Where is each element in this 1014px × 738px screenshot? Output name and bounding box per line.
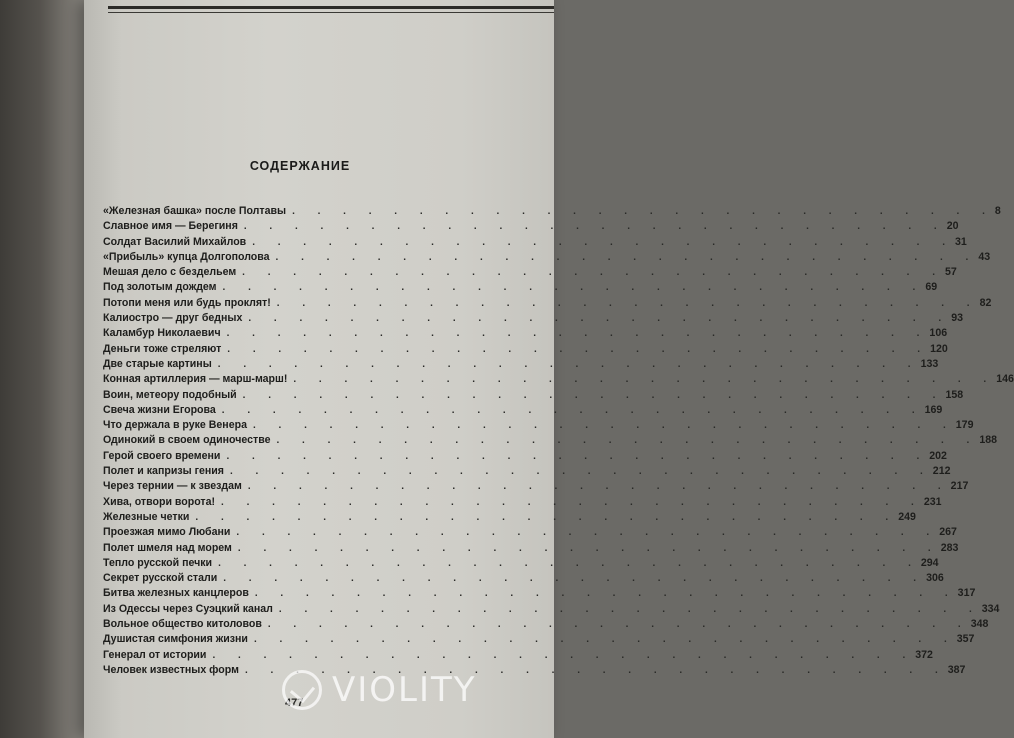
toc-leader-dots: . . . . . . . . . . . . . . . . . . . . . . . . . . . . bbox=[276, 297, 980, 309]
toc-leader-dots: . . . . . . . . . . . . . . . . . . . . . . . . . . . . bbox=[243, 221, 947, 233]
toc-entry bbox=[103, 266, 957, 281]
toc-entry-title: Каламбур Николаевич bbox=[103, 327, 221, 340]
toc-leader-dots: . . . . . . . . . . . . . . . . . . . . . . . . . . . . bbox=[275, 251, 979, 263]
toc-entry-page: 231 bbox=[923, 495, 942, 508]
toc-leader-dots: . . . . . . . . . . . . . . . . . . . . . . . . . . . . bbox=[253, 634, 957, 646]
toc-entry-title: Битва железных канцлеров bbox=[103, 587, 249, 600]
toc-leader-dots: . . . . . . . . . . . . . . . . . . . . . . . . . . . . bbox=[217, 358, 921, 370]
toc-entry bbox=[103, 235, 967, 251]
toc-leader-dots: . . . . . . . . . . . . . . . . . . . . . . . . . . . . bbox=[218, 557, 921, 569]
toc-entry-page: 188 bbox=[979, 434, 997, 447]
toc-entry bbox=[103, 419, 974, 434]
toc-entry-page: 357 bbox=[956, 633, 975, 646]
table-of-contents bbox=[103, 205, 1014, 679]
toc-leader-dots: . . . . . . . . . . . . . . . . . . . . . . . . . . . . bbox=[248, 313, 952, 325]
toc-entry bbox=[103, 281, 938, 296]
toc-entry-page: 158 bbox=[945, 388, 964, 401]
toc-entry bbox=[103, 618, 989, 633]
toc-entry bbox=[103, 312, 963, 327]
toc-entry-title: Две старые картины bbox=[103, 357, 212, 370]
toc-entry-page: 69 bbox=[925, 281, 938, 294]
toc-entry bbox=[103, 587, 976, 602]
toc-entry-page: 334 bbox=[981, 602, 1000, 615]
toc-entry bbox=[103, 480, 969, 495]
toc-leader-dots: . . . . . . . . . . . . . . . . . . . . . . . . . . . . bbox=[242, 267, 945, 279]
toc-leader-dots: . . . . . . . . . . . . . . . . . . . . . . . . . . . . bbox=[222, 282, 926, 294]
toc-entry-title: Из Одессы через Суэцкий канал bbox=[103, 602, 273, 615]
toc-leader-dots: . . . . . . . . . . . . . . . . . . . . . . . . . . . . bbox=[292, 206, 995, 217]
toc-leader-dots: . . . . . . . . . . . . . . . . . . . . . . . . . . . . bbox=[293, 374, 997, 386]
toc-entry-title: Через тернии — к звездам bbox=[103, 480, 242, 493]
toc-leader-dots: . . . . . . . . . . . . . . . . . . . . . . . . . . . . bbox=[236, 527, 940, 539]
toc-entry-title: Что держала в руке Венера bbox=[103, 419, 247, 432]
toc-leader-dots: . . . . . . . . . . . . . . . . . . . . . . . . . . . . bbox=[237, 542, 941, 554]
toc-leader-dots: . . . . . . . . . . . . . . . . . . . . . . . . . . . . bbox=[195, 511, 899, 523]
toc-entry-page: 31 bbox=[955, 235, 967, 248]
toc-entry-title: Одинокий в своем одиночестве bbox=[103, 434, 271, 447]
toc-entry-title: Воин, метеору подобный bbox=[103, 388, 237, 401]
toc-entry bbox=[103, 465, 951, 480]
toc-leader-dots: . . . . . . . . . . . . . . . . . . . . . . . . . . . . bbox=[254, 588, 958, 600]
toc-entry-page: 387 bbox=[947, 663, 966, 676]
toc-entry-title: Солдат Василий Михайлов bbox=[103, 235, 247, 248]
toc-entry-title: Деньги тоже стреляют bbox=[103, 342, 222, 355]
toc-entry-title: «Железная башка» после Полтавы bbox=[103, 205, 287, 217]
toc-entry-page: 106 bbox=[929, 327, 948, 340]
toc-leader-dots: . . . . . . . . . . . . . . . . . . . . . . . . . . . . bbox=[227, 343, 931, 355]
toc-entry-page: 217 bbox=[950, 480, 969, 493]
toc-entry-page: 120 bbox=[930, 342, 948, 355]
toc-entry-page: 20 bbox=[946, 220, 959, 233]
toc-entry-page: 146 bbox=[996, 373, 1014, 386]
toc-entry bbox=[103, 296, 992, 312]
toc-entry-title: Секрет русской стали bbox=[103, 572, 218, 585]
toc-entry-page: 249 bbox=[898, 510, 916, 523]
toc-entry bbox=[103, 220, 959, 235]
toc-leader-dots: . . . . . . . . . . . . . . . . . . . . . . . . . . . . bbox=[212, 649, 916, 661]
toc-entry-title: «Прибыль» купца Долгополова bbox=[103, 250, 270, 263]
toc-leader-dots: . . . . . . . . . . . . . . . . . . . . . . . . . . . . bbox=[267, 619, 971, 631]
toc-entry bbox=[103, 648, 933, 664]
toc-leader-dots: . . . . . . . . . . . . . . . . . . . . . . . . . . . . bbox=[252, 420, 956, 432]
toc-entry-page: 57 bbox=[944, 266, 957, 279]
watermark-text: VIOLITY bbox=[332, 670, 477, 710]
toc-leader-dots: . . . . . . . . . . . . . . . . . . . . . . . . . . . . bbox=[226, 328, 930, 340]
toc-entry bbox=[103, 541, 959, 557]
toc-entry bbox=[103, 572, 944, 587]
toc-entry-title: Полет и капризы гения bbox=[103, 465, 224, 478]
toc-entry bbox=[103, 510, 916, 526]
toc-entry bbox=[103, 250, 991, 266]
toc-entry-page: 212 bbox=[932, 465, 951, 478]
toc-leader-dots: . . . . . . . . . . . . . . . . . . . . . . . . . . . . bbox=[276, 435, 980, 447]
watermark-logo-icon bbox=[282, 670, 322, 710]
toc-entry bbox=[103, 434, 997, 449]
toc-entry-title: Генерал от истории bbox=[103, 648, 207, 661]
toc-entry-title: Полет шмеля над морем bbox=[103, 541, 232, 554]
toc-entry-title: Тепло русской печки bbox=[103, 556, 213, 569]
toc-entry-title: Герой своего времени bbox=[103, 449, 221, 462]
toc-entry-title: Душистая симфония жизни bbox=[103, 633, 248, 646]
toc-entry-page: 267 bbox=[939, 526, 957, 539]
toc-leader-dots: . . . . . . . . . . . . . . . . . . . . . . . . . . . . bbox=[226, 450, 930, 462]
toc-entry-title: Славное имя — Берегиня bbox=[103, 220, 238, 233]
toc-entry-page: 283 bbox=[940, 541, 959, 554]
toc-leader-dots: . . . . . . . . . . . . . . . . . . . . . . . . . . . . bbox=[242, 389, 946, 401]
toc-entry bbox=[103, 205, 1001, 220]
toc-entry-page: 8 bbox=[994, 205, 1001, 217]
header-rule-thin bbox=[108, 12, 554, 13]
page-number: 477 bbox=[285, 697, 304, 709]
toc-entry bbox=[103, 403, 943, 419]
toc-entry-title: Под золотым дождем bbox=[103, 281, 217, 294]
toc-entry bbox=[103, 327, 948, 342]
toc-entry-page: 133 bbox=[920, 357, 939, 370]
toc-entry bbox=[103, 633, 975, 648]
toc-entry bbox=[103, 388, 964, 404]
toc-leader-dots: . . . . . . . . . . . . . . . . . . . . . . . . . . . . bbox=[221, 496, 924, 508]
toc-leader-dots: . . . . . . . . . . . . . . . . . . . . . . . . . . . . bbox=[252, 236, 955, 248]
toc-entry bbox=[103, 602, 1000, 618]
toc-entry bbox=[103, 342, 948, 358]
toc-entry-title: Хива, отвори ворота! bbox=[103, 495, 216, 508]
toc-entry-page: 82 bbox=[979, 296, 992, 309]
toc-entry-page: 93 bbox=[951, 312, 963, 325]
toc-entry-title: Вольное общество китоловов bbox=[103, 618, 262, 631]
toc-entry-title: Железные четки bbox=[103, 510, 190, 523]
toc-entry-title: Свеча жизни Егорова bbox=[103, 403, 216, 416]
toc-entry-page: 317 bbox=[957, 587, 976, 600]
toc-entry bbox=[103, 373, 1014, 388]
toc-leader-dots: . . . . . . . . . . . . . . . . . . . . . . . . . . . . bbox=[223, 573, 927, 585]
toc-entry-title: Калиостро — друг бедных bbox=[103, 312, 243, 325]
toc-entry-title: Потопи меня или будь проклят! bbox=[103, 296, 271, 309]
toc-entry bbox=[103, 556, 939, 572]
toc-entry-page: 169 bbox=[924, 403, 943, 416]
toc-entry-page: 43 bbox=[978, 250, 991, 263]
toc-entry-page: 294 bbox=[920, 556, 939, 569]
toc-leader-dots: . . . . . . . . . . . . . . . . . . . . . . . . . . . . bbox=[221, 404, 925, 416]
toc-entry-title: Конная артиллерия — марш-марш! bbox=[103, 373, 288, 386]
toc-entry-title: Человек известных форм bbox=[103, 663, 239, 676]
toc-entry-page: 202 bbox=[929, 449, 947, 462]
toc-entry bbox=[103, 526, 957, 541]
contents-heading: СОДЕРЖАНИЕ bbox=[249, 159, 351, 173]
toc-entry-page: 306 bbox=[926, 572, 944, 585]
header-rule bbox=[108, 6, 554, 9]
toc-entry-page: 372 bbox=[915, 648, 933, 661]
toc-entry-page: 348 bbox=[970, 618, 989, 631]
toc-entry bbox=[103, 495, 942, 511]
toc-leader-dots: . . . . . . . . . . . . . . . . . . . . . . . . . . . . bbox=[278, 603, 982, 615]
toc-leader-dots: . . . . . . . . . . . . . . . . . . . . . . . . . . . . bbox=[247, 481, 951, 493]
toc-leader-dots: . . . . . . . . . . . . . . . . . . . . . . . . . . . . bbox=[229, 466, 933, 478]
toc-entry-title: Проезжая мимо Любани bbox=[103, 526, 231, 539]
toc-leader-dots: . . . . . . . . . . . . . . . . . . . . . . . . . . . . bbox=[244, 664, 948, 676]
toc-entry-title: Мешая дело с бездельем bbox=[103, 266, 237, 279]
toc-entry bbox=[103, 449, 947, 465]
toc-entry-page: 179 bbox=[955, 419, 974, 432]
bleed-through-text bbox=[320, 14, 520, 104]
toc-entry bbox=[103, 357, 939, 373]
